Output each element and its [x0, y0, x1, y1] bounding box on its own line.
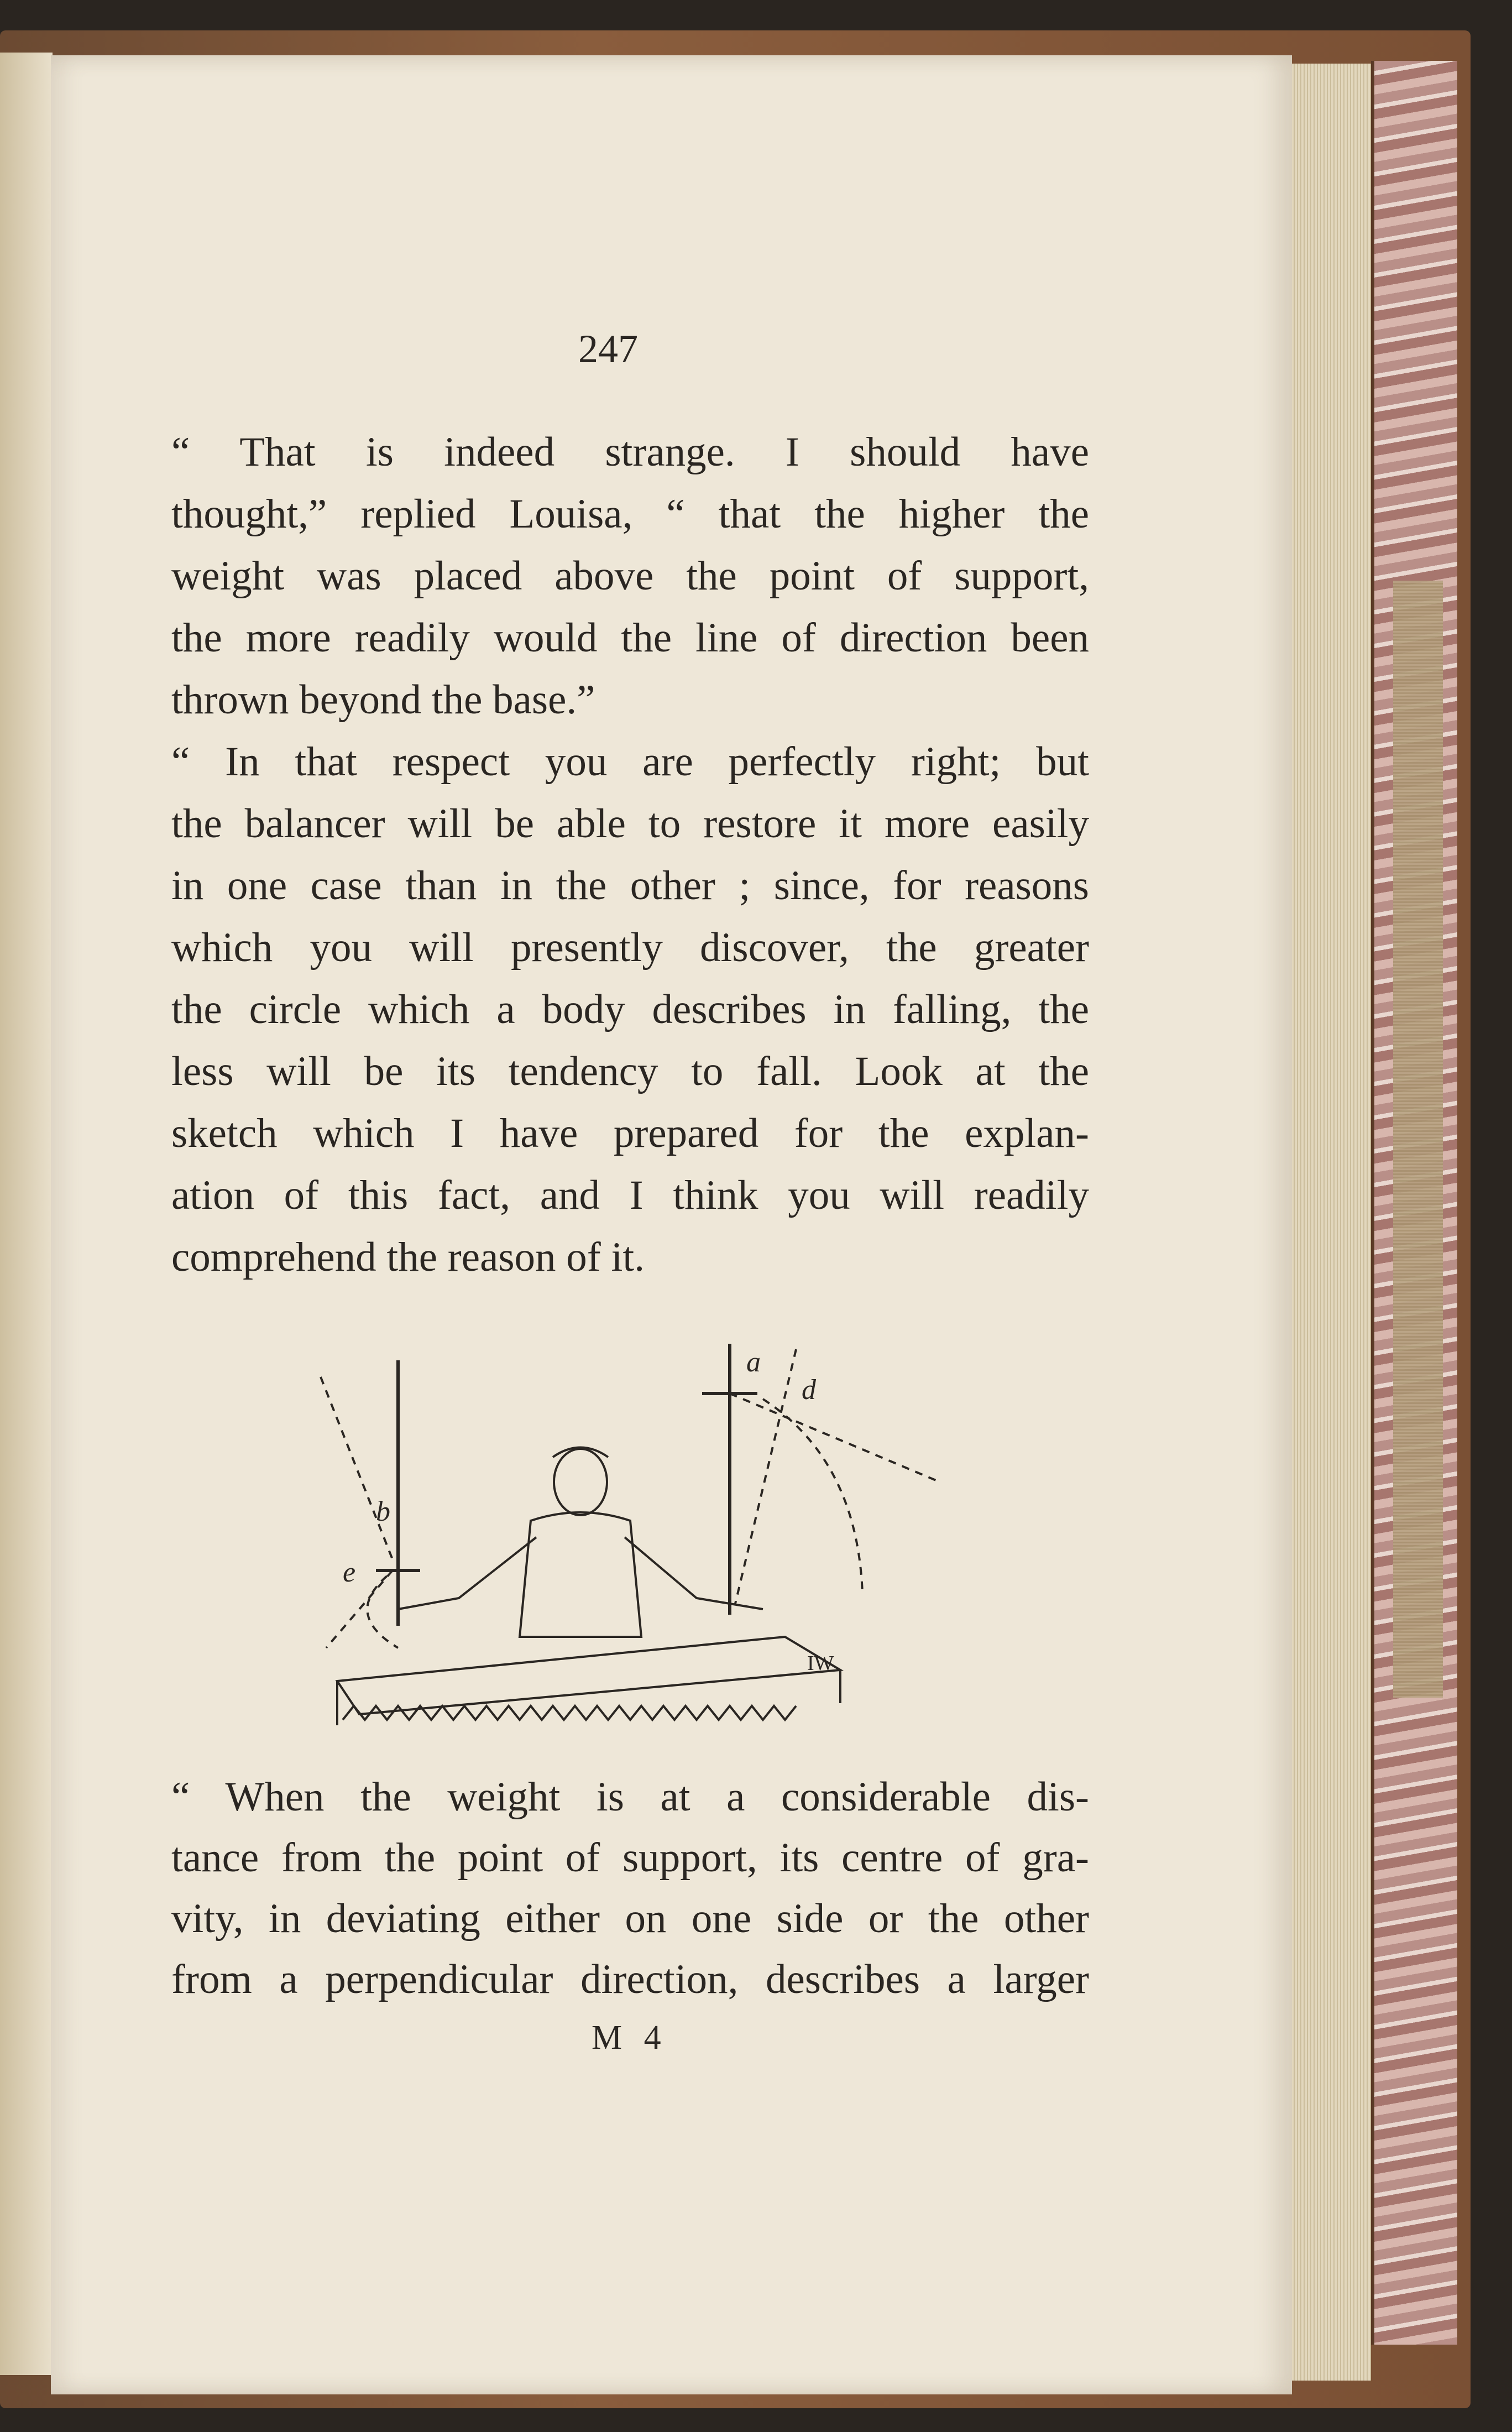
text-line: which you will presently discover, the greater	[171, 925, 1089, 970]
left-arm-drawing	[398, 1537, 536, 1609]
balancer-body-drawing	[520, 1512, 641, 1637]
page-edges	[1288, 64, 1371, 2381]
text-line: from a perpendicular direction, describes a larger	[171, 1956, 1089, 2002]
text-line: weight was placed above the point of support,	[171, 553, 1089, 599]
left-page-edge	[0, 53, 53, 2375]
page-number: 247	[578, 327, 638, 371]
text-line: the more readily would the line of direction been	[171, 615, 1089, 661]
figure-label-e: e	[343, 1557, 356, 1588]
signature-mark: M 4	[592, 2019, 668, 2057]
text-line: the circle which a body describes in falling, the	[171, 987, 1089, 1032]
text-line: thought,” replied Louisa, “ that the higher the	[171, 491, 1089, 537]
text-line: the balancer will be able to restore it more easily	[171, 801, 1089, 847]
text-line: less will be its tendency to fall. Look at the	[171, 1048, 1089, 1094]
balancer-head-drawing	[554, 1449, 607, 1515]
text-line: thrown beyond the base.”	[171, 677, 595, 723]
text-line: tance from the point of support, its centre of gra-	[171, 1835, 1089, 1881]
text-line: comprehend the reason of it.	[171, 1234, 645, 1280]
dashed-line-a	[735, 1349, 796, 1604]
cloth-spine-strip	[1393, 581, 1443, 1698]
text-line: sketch which I have prepared for the explan-	[171, 1110, 1089, 1156]
table-cloth-fringe	[343, 1706, 796, 1720]
balancer-illustration	[310, 1338, 984, 1736]
engraver-signature: IW	[807, 1652, 834, 1675]
dashed-line-d	[730, 1394, 940, 1482]
text-line: “ When the weight is at a considerable dis-	[171, 1774, 1089, 1820]
text-line: “ That is indeed strange. I should have	[171, 429, 1089, 475]
figure-label-d: d	[802, 1374, 816, 1406]
dashed-arc-e	[367, 1576, 398, 1648]
text-line: in one case than in the other ; since, for reasons	[171, 863, 1089, 909]
text-line: ation of this fact, and I think you will readily	[171, 1172, 1089, 1218]
text-line: vity, in deviating either on one side or the other	[171, 1896, 1089, 1942]
table-top-drawing	[337, 1637, 840, 1714]
figure-label-a: a	[746, 1347, 761, 1378]
text-line: “ In that respect you are perfectly right; but	[171, 739, 1089, 785]
figure-label-b: b	[376, 1496, 390, 1527]
dashed-line-b	[321, 1377, 393, 1559]
